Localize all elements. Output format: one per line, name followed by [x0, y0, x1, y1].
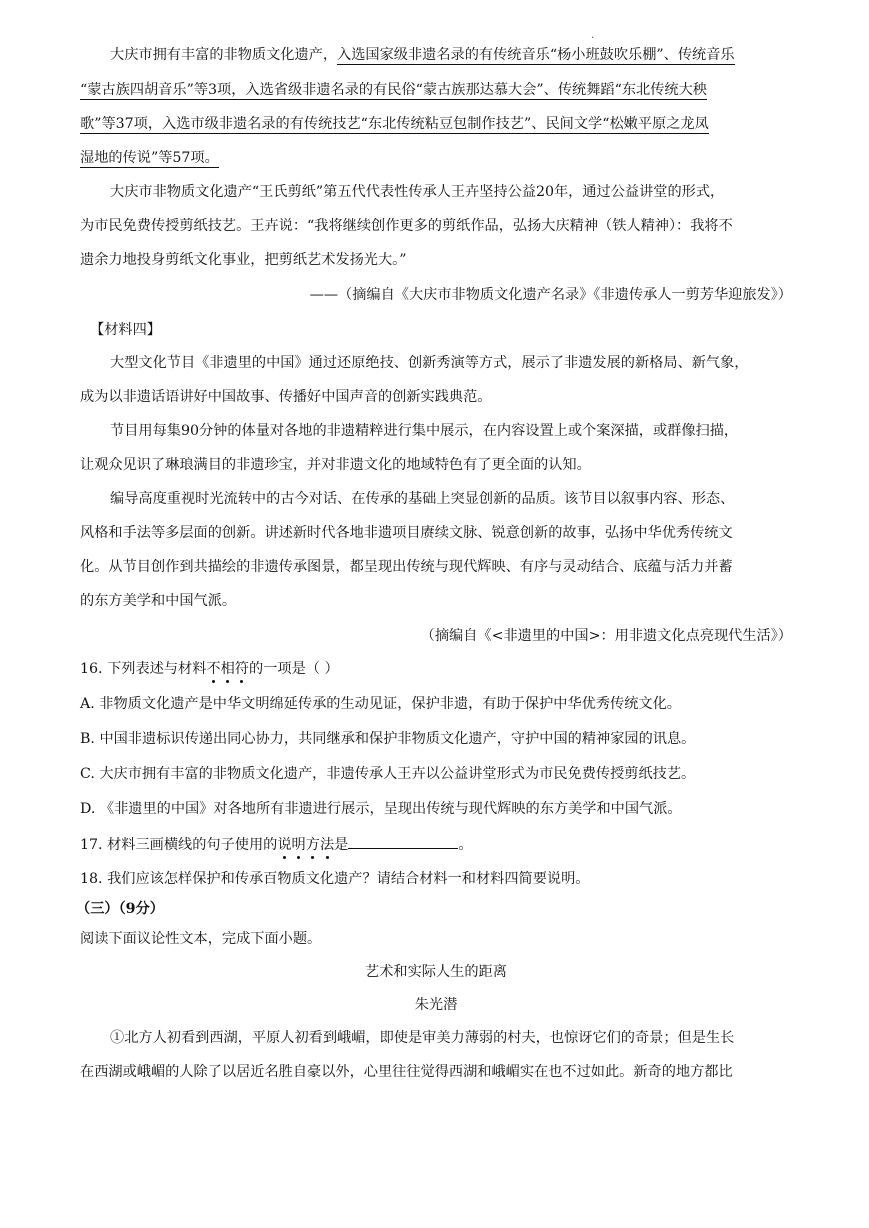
emphasis-char: 相 — [220, 661, 235, 677]
question-17-text: 是 — [334, 837, 349, 853]
question-16-text: 16. 下列表述与材料 — [80, 661, 207, 677]
paragraph-5-line-2: 风格和手法等多层面的创新。讲述新时代各地非遗项目赓续文脉、锐意创新的故事，弘扬中华优秀传统文 — [80, 525, 733, 541]
article-title: 艺术和实际人生的距离 — [365, 964, 507, 980]
emphasis-char: 不 — [206, 661, 221, 677]
paragraph-1-line-2 — [80, 80, 792, 100]
question-16 — [80, 659, 792, 679]
paragraph-1-line-1 — [110, 45, 792, 65]
article-author: 朱光潜 — [414, 997, 458, 1013]
section-3-heading: （三）（9分） — [76, 901, 164, 917]
question-17-text: 。 — [458, 837, 473, 853]
emphasis-char: 法 — [319, 837, 335, 853]
emphasis-char: 符 — [234, 661, 249, 677]
underlined-sentence: “蒙古族四胡音乐”等3项，入选省级非遗名录的有民俗“蒙古族那达慕大会”、传统舞蹈“东北传统大秧 — [80, 82, 707, 98]
question-17-text: 17. 材料三画横线的句子使用的 — [80, 837, 278, 853]
paragraph-4-line-1: 节目用每集90分钟的体量对各地的非遗精粹进行集中展示，在内容设置上或个案深描，或群像扫描， — [110, 423, 739, 439]
material-4-heading: 【材料四】 — [90, 322, 161, 338]
paragraph-2-line-3: 遗余力地投身剪纸文化事业，把剪纸艺术发扬光大。” — [80, 252, 407, 268]
question-18: 18. 我们应该怎样保护和传承百物质文化遗产？请结合材料一和材料四简要说明。 — [80, 871, 590, 887]
article-paragraph-1-line-1: ①北方人初看到西湖，平原人初看到峨嵋，即使是审美力薄弱的村夫，也惊讶它们的奇景；但是生长 — [110, 1030, 735, 1046]
paragraph-3-line-2: 成为以非遗话语讲好中国故事、传播好中国声音的创新实践典范。 — [80, 389, 492, 405]
paragraph-1-line-4 — [80, 148, 792, 168]
paragraph-3-line-1: 大型文化节目《非遗里的中国》通过还原绝技、创新秀演等方式，展示了非遗发展的新格局、新气象， — [110, 355, 749, 371]
option-b: B. 中国非遗标识传递出同心协力，共同继承和保护非物质文化遗产，守护中国的精神家园的讯息。 — [80, 731, 696, 747]
underlined-sentence: 歌”等37项，入选市级非遗名录的有传统技艺“东北传统粘豆包制作技艺”、民间文学“松嫩平原之龙凤 — [80, 116, 709, 132]
paragraph-2-line-2: 为市民免费传授剪纸技艺。王卉说：“我将继续创作更多的剪纸作品，弘扬大庆精神（铁人精神）：我将不 — [80, 218, 733, 234]
reading-instruction: 阅读下面议论性文本，完成下面小题。 — [80, 931, 322, 947]
paragraph-5-line-4: 的东方美学和中国气派。 — [80, 593, 237, 609]
paragraph-5-line-1: 编导高度重视时光流转中的古今对话、在传承的基础上突显创新的品质。该节目以叙事内容、形态、 — [110, 491, 735, 507]
underlined-sentence: 入选国家级非遗名录的有传统音乐“杨小班鼓吹乐棚”、传统音乐 — [337, 47, 735, 63]
source-citation-3: ——（摘编自《大庆市非物质文化遗产名录》《非遗传承人一剪芳华迎旅发》） — [309, 287, 792, 303]
emphasis-char: 说 — [277, 837, 292, 853]
paragraph-2-line-1: 大庆市非物质文化遗产“王氏剪纸”第五代代表性传承人王卉坚持公益20年，通过公益讲堂的形式， — [110, 184, 725, 200]
answer-blank[interactable] — [348, 834, 458, 849]
header-mark: . — [591, 30, 595, 41]
paragraph-1-text: 大庆市拥有丰富的非物质文化遗产， — [110, 47, 338, 63]
option-a: A. 非物质文化遗产是中华文明绵延传承的生动见证，保护非遗，有助于保护中华优秀传统文化。 — [80, 696, 681, 712]
source-citation-4: （摘编自《<非遗里的中国>：用非遗文化点亮现代生活》） — [420, 628, 792, 644]
question-16-text: 的一项是（ ） — [249, 661, 339, 677]
question-17 — [80, 834, 792, 855]
option-c: C. 大庆市拥有丰富的非物质文化遗产，非遗传承人王卉以公益讲堂形式为市民免费传授剪纸技艺。 — [80, 766, 696, 782]
paragraph-4-line-2: 让观众见识了琳琅满目的非遗珍宝，并对非遗文化的地域特色有了更全面的认知。 — [80, 457, 591, 473]
option-d: D. 《非遗里的中国》对各地所有非遗进行展示，呈现出传统与现代辉映的东方美学和中国气派。 — [80, 801, 682, 817]
paragraph-5-line-3: 化。从节目创作到共描绘的非遗传承图景，都呈现出传统与现代辉映、有序与灵动结合、底蕴与活力并蓄 — [80, 559, 733, 575]
article-paragraph-1-line-2: 在西湖或峨嵋的人除了以居近名胜自豪以外，心里往往觉得西湖和峨嵋实在也不过如此。新奇的地方都比 — [80, 1064, 733, 1080]
emphasis-char: 方 — [305, 837, 320, 853]
emphasis-char: 明 — [291, 837, 306, 853]
underlined-sentence: 湿地的传说”等57项。 — [80, 150, 219, 166]
paragraph-1-line-3 — [80, 114, 792, 134]
